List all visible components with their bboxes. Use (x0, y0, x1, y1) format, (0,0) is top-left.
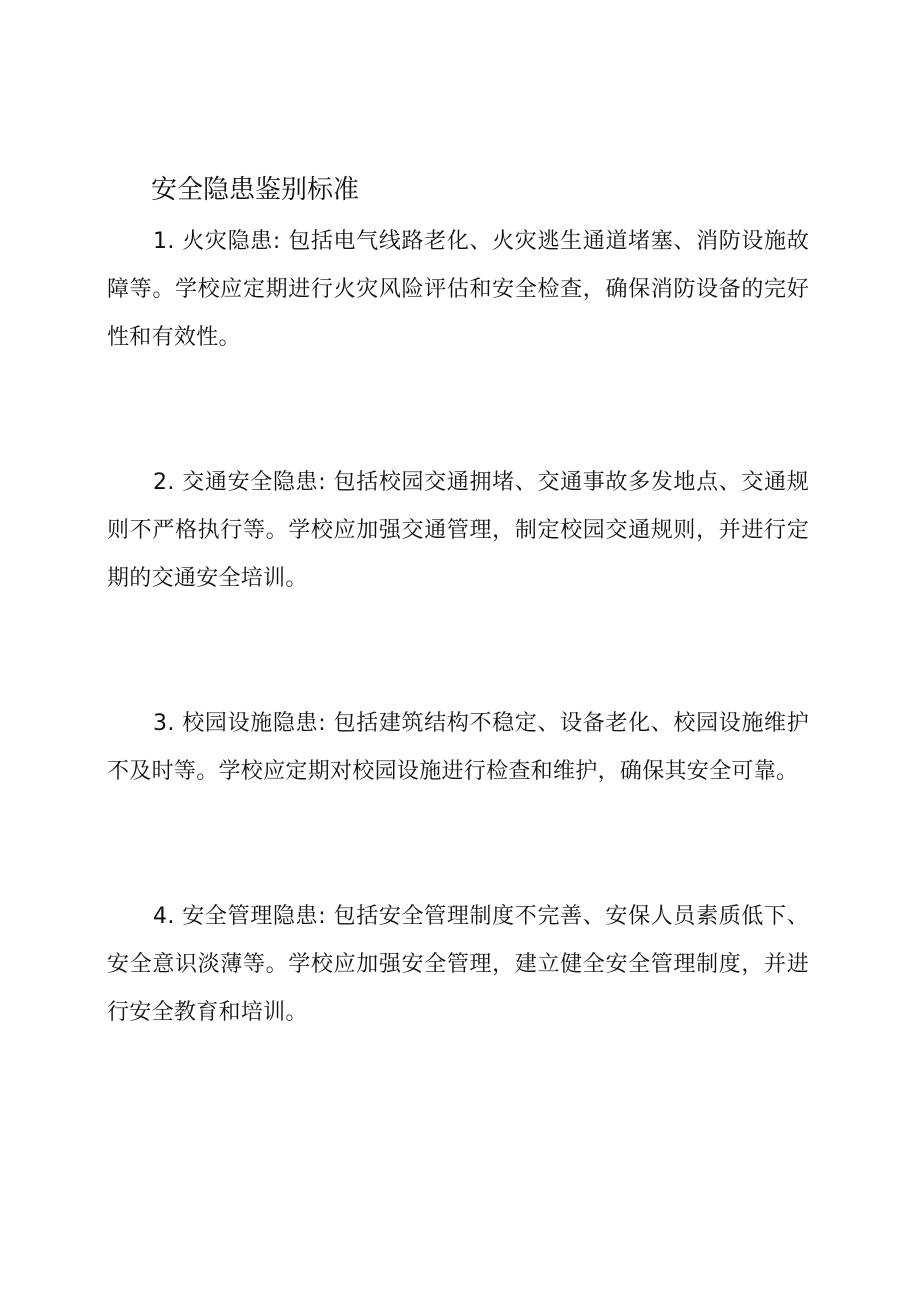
item-text: . 火灾隐患: 包括电气线路老化、火灾逃生通道堵塞、消防设施故障等。学校应定期进行火灾风险评估和安全检查，确保消防设备的完好性和有效性。 (107, 229, 809, 350)
item-number: 3 (153, 711, 168, 736)
list-item (107, 700, 809, 796)
document-title: 安全隐患鉴别标准 (151, 175, 360, 205)
item-text: . 校园设施隐患: 包括建筑结构不稳定、设备老化、校园设施维护不及时等。学校应定期对校园设施进行检查和维护，确保其安全可靠。 (107, 711, 809, 784)
item-number: 1 (153, 229, 168, 254)
item-number: 4 (153, 904, 168, 929)
list-item (107, 459, 809, 603)
item-text: . 安全管理隐患: 包括安全管理制度不完善、安保人员素质低下、安全意识淡薄等。学校应加强安全管理，建立健全安全管理制度，并进行安全教育和培训。 (107, 904, 809, 1025)
list-item (107, 893, 809, 1037)
list-item (107, 218, 809, 362)
document-body (107, 218, 809, 1134)
item-number: 2 (153, 470, 168, 495)
item-text: . 交通安全隐患: 包括校园交通拥堵、交通事故多发地点、交通规则不严格执行等。学校应加强交通管理，制定校园交通规则，并进行定期的交通安全培训。 (107, 470, 809, 591)
